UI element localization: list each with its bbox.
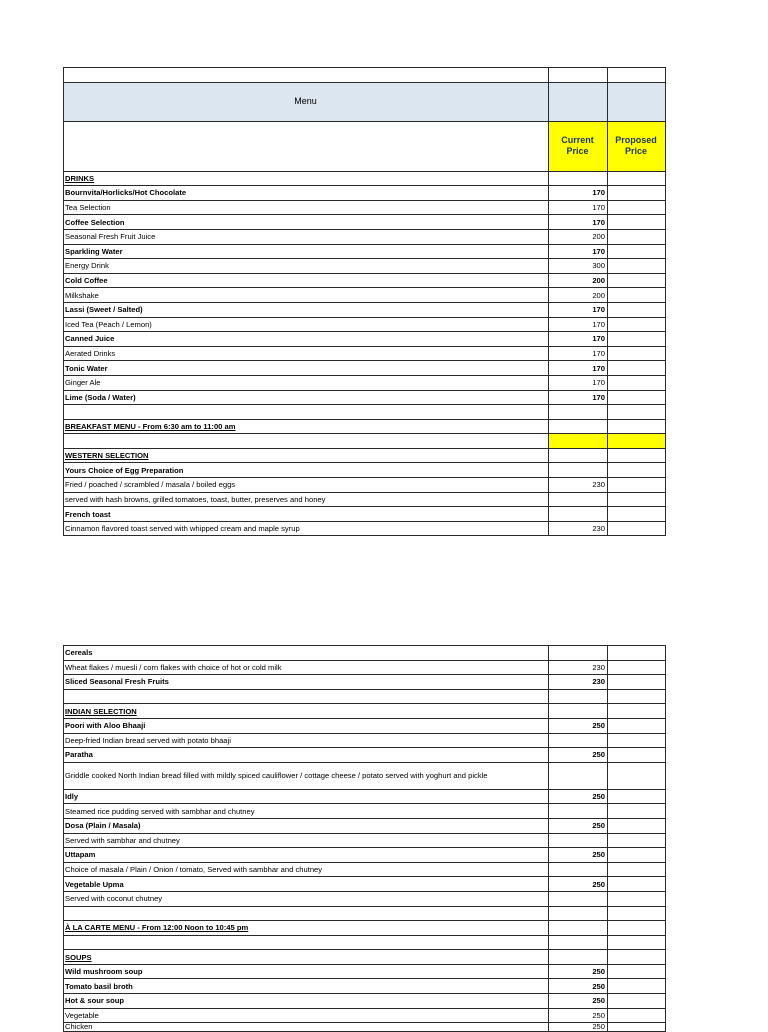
current-price: 230: [549, 521, 608, 536]
item-name: Cold Coffee: [64, 273, 549, 288]
menu-item-row: [64, 979, 666, 994]
section-row-indian: [64, 704, 666, 719]
menu-item-row: [64, 186, 666, 201]
item-name: Canned Juice: [64, 332, 549, 347]
menu-item-row: [64, 215, 666, 230]
proposed-price: [608, 718, 666, 733]
menu-item-row: [64, 346, 666, 361]
proposed-price: [608, 288, 666, 303]
current-price: [549, 463, 608, 478]
item-name: Served with coconut chutney: [64, 891, 549, 906]
menu-item-row: [64, 660, 666, 675]
current-price: 250: [549, 964, 608, 979]
blank-cell: [608, 434, 666, 449]
section-heading-drinks: DRINKS: [64, 171, 549, 186]
proposed-price: [608, 273, 666, 288]
item-name: Bournvita/Horlicks/Hot Chocolate: [64, 186, 549, 201]
menu-item-row: [64, 390, 666, 405]
current-price: [549, 862, 608, 877]
blank-cell: [64, 434, 549, 449]
proposed-price: [608, 229, 666, 244]
item-name: Sliced Seasonal Fresh Fruits: [64, 675, 549, 690]
proposed-price: [608, 200, 666, 215]
blank-row: [64, 935, 666, 950]
menu-item-row: [64, 521, 666, 536]
item-name: Lime (Soda / Water): [64, 390, 549, 405]
menu-item-row: [64, 317, 666, 332]
section-row-western: [64, 448, 666, 463]
blank-cell: [549, 419, 608, 434]
current-price: 170: [549, 390, 608, 405]
current-price: 250: [549, 718, 608, 733]
menu-item-row: [64, 877, 666, 892]
item-name: Tea Selection: [64, 200, 549, 215]
menu-table-page-1: [63, 67, 666, 536]
proposed-price: [608, 244, 666, 259]
item-name: Hot & sour soup: [64, 994, 549, 1009]
item-name: Choice of masala / Plain / Onion / tomato, Served with sambhar and chutney: [64, 862, 549, 877]
item-name: Steamed rice pudding served with sambhar and chutney: [64, 804, 549, 819]
proposed-price-header: Proposed Price: [608, 121, 666, 171]
current-price: [549, 804, 608, 819]
menu-item-row: [64, 891, 666, 906]
menu-item-row: [64, 833, 666, 848]
current-price: 230: [549, 478, 608, 493]
section-row-alacarte: [64, 921, 666, 936]
item-name: Idly: [64, 789, 549, 804]
menu-item-row: [64, 675, 666, 690]
item-name: Milkshake: [64, 288, 549, 303]
blank-cell: [64, 906, 549, 921]
blank-cell: [608, 935, 666, 950]
current-price: [549, 762, 608, 789]
blank-cell: [608, 921, 666, 936]
proposed-price: [608, 748, 666, 763]
blank-cell: [549, 405, 608, 420]
proposed-price: [608, 818, 666, 833]
item-name: Vegetable: [64, 1008, 549, 1023]
current-price: 250: [549, 877, 608, 892]
item-name: Poori with Aloo Bhaaji: [64, 718, 549, 733]
section-heading-soups: SOUPS: [64, 950, 549, 965]
menu-item-row: [64, 273, 666, 288]
menu-item-row: [64, 733, 666, 748]
section-row-soups: [64, 950, 666, 965]
blank-cell: [549, 950, 608, 965]
item-name: Paratha: [64, 748, 549, 763]
proposed-price: [608, 215, 666, 230]
proposed-price: [608, 660, 666, 675]
current-price: 200: [549, 288, 608, 303]
price-header-row: [64, 121, 666, 171]
proposed-price: [608, 492, 666, 507]
blank-cell: [64, 689, 549, 704]
section-heading-western: WESTERN SELECTION: [64, 448, 549, 463]
menu-item-row: [64, 375, 666, 390]
item-name: Ginger Ale: [64, 375, 549, 390]
menu-item-row: [64, 964, 666, 979]
proposed-price: [608, 332, 666, 347]
current-price: 170: [549, 215, 608, 230]
proposed-price: [608, 789, 666, 804]
current-price: 250: [549, 994, 608, 1009]
item-name: Coffee Selection: [64, 215, 549, 230]
blank-cell: [64, 405, 549, 420]
menu-item-row: [64, 229, 666, 244]
current-price: [549, 507, 608, 522]
proposed-price: [608, 259, 666, 274]
proposed-price: [608, 1023, 666, 1032]
blank-row: [64, 434, 666, 449]
item-name: Uttapam: [64, 848, 549, 863]
current-price: 170: [549, 375, 608, 390]
proposed-price: [608, 478, 666, 493]
menu-item-row: [64, 1008, 666, 1023]
current-price: 170: [549, 302, 608, 317]
item-name: Tonic Water: [64, 361, 549, 376]
menu-item-row: [64, 804, 666, 819]
current-price: 170: [549, 346, 608, 361]
proposed-price: [608, 862, 666, 877]
menu-item-row: [64, 478, 666, 493]
item-name: French toast: [64, 507, 549, 522]
menu-table-page-2: [63, 645, 666, 1032]
menu-item-row: [64, 492, 666, 507]
item-name: Yours Choice of Egg Preparation: [64, 463, 549, 478]
proposed-price: [608, 346, 666, 361]
current-price: [549, 646, 608, 661]
proposed-price: [608, 507, 666, 522]
item-name: Energy Drink: [64, 259, 549, 274]
blank-cell: [549, 906, 608, 921]
menu-item-row: [64, 288, 666, 303]
proposed-price: [608, 302, 666, 317]
current-price: 300: [549, 259, 608, 274]
proposed-price: [608, 186, 666, 201]
blank-row: [64, 906, 666, 921]
menu-item-row: [64, 718, 666, 733]
proposed-price: [608, 361, 666, 376]
menu-item-row: [64, 748, 666, 763]
blank-cell: [608, 419, 666, 434]
item-name: Aerated Drinks: [64, 346, 549, 361]
proposed-price: [608, 521, 666, 536]
current-price: 250: [549, 1008, 608, 1023]
item-name: Fried / poached / scrambled / masala / boiled eggs: [64, 478, 549, 493]
item-name: Deep-fried Indian bread served with potato bhaaji: [64, 733, 549, 748]
item-name: Wild mushroom soup: [64, 964, 549, 979]
current-price-header: Current Price: [549, 121, 608, 171]
proposed-price: [608, 375, 666, 390]
proposed-price: [608, 675, 666, 690]
current-price: [549, 492, 608, 507]
item-name: Vegetable Upma: [64, 877, 549, 892]
menu-item-row: [64, 302, 666, 317]
menu-item-row: [64, 361, 666, 376]
proposed-price: [608, 317, 666, 332]
menu-item-row: [64, 848, 666, 863]
current-price: 250: [549, 789, 608, 804]
item-name: Chicken: [64, 1023, 549, 1032]
item-name: Tomato basil broth: [64, 979, 549, 994]
blank-cell: [549, 704, 608, 719]
menu-item-row: [64, 646, 666, 661]
menu-item-row: [64, 200, 666, 215]
proposed-price: [608, 979, 666, 994]
menu-item-row: [64, 463, 666, 478]
proposed-price: [608, 804, 666, 819]
item-name: Dosa (Plain / Masala): [64, 818, 549, 833]
proposed-price: [608, 733, 666, 748]
blank-cell: [608, 704, 666, 719]
current-price: 200: [549, 229, 608, 244]
section-heading-breakfast: BREAKFAST MENU - From 6:30 am to 11:00 am: [64, 419, 549, 434]
current-price: 230: [549, 675, 608, 690]
current-price: 170: [549, 186, 608, 201]
blank-cell: [549, 689, 608, 704]
menu-title: Menu: [64, 82, 549, 121]
blank-cell: [608, 689, 666, 704]
menu-item-row: [64, 259, 666, 274]
menu-title-row: [64, 82, 666, 121]
current-price: [549, 833, 608, 848]
proposed-price: [608, 646, 666, 661]
item-name: Lassi (Sweet / Salted): [64, 302, 549, 317]
item-name: Sparkling Water: [64, 244, 549, 259]
proposed-price: [608, 1008, 666, 1023]
proposed-price: [608, 877, 666, 892]
menu-item-row: [64, 818, 666, 833]
proposed-price: [608, 848, 666, 863]
proposed-price: [608, 891, 666, 906]
item-name: Served with sambhar and chutney: [64, 833, 549, 848]
menu-item-row: [64, 332, 666, 347]
current-price: 170: [549, 317, 608, 332]
section-heading-alacarte: À LA CARTE MENU - From 12:00 Noon to 10:45 pm: [64, 921, 549, 936]
blank-row: [64, 689, 666, 704]
blank-cell: [608, 906, 666, 921]
menu-item-row: [64, 762, 666, 789]
menu-item-row: [64, 789, 666, 804]
item-name: Griddle cooked North Indian bread filled with mildly spiced cauliflower / cottage cheese / potato served with yoghurt and pickle: [64, 762, 549, 789]
section-row-drinks: [64, 171, 666, 186]
item-name: served with hash browns, grilled tomatoes, toast, butter, preserves and honey: [64, 492, 549, 507]
proposed-price: [608, 994, 666, 1009]
proposed-price: [608, 833, 666, 848]
menu-item-row: [64, 507, 666, 522]
section-row-breakfast: [64, 419, 666, 434]
current-price: 170: [549, 332, 608, 347]
blank-cell: [64, 935, 549, 950]
menu-item-row: [64, 1023, 666, 1032]
current-price: 250: [549, 848, 608, 863]
current-price: 170: [549, 200, 608, 215]
proposed-price: [608, 463, 666, 478]
proposed-price: [608, 390, 666, 405]
item-name: Seasonal Fresh Fruit Juice: [64, 229, 549, 244]
menu-item-row: [64, 862, 666, 877]
blank-cell: [549, 448, 608, 463]
blank-cell: [549, 921, 608, 936]
section-heading-indian: INDIAN SELECTION: [64, 704, 549, 719]
menu-item-row: [64, 994, 666, 1009]
blank-cell: [608, 405, 666, 420]
menu-item-row: [64, 244, 666, 259]
current-price: [549, 891, 608, 906]
current-price: 170: [549, 361, 608, 376]
blank-cell: [608, 950, 666, 965]
current-price: 230: [549, 660, 608, 675]
item-name: Cinnamon flavored toast served with whipped cream and maple syrup: [64, 521, 549, 536]
current-price: 170: [549, 244, 608, 259]
blank-cell: [549, 935, 608, 950]
blank-cell: [608, 448, 666, 463]
blank-row: [64, 405, 666, 420]
current-price: 200: [549, 273, 608, 288]
proposed-price: [608, 762, 666, 789]
item-name: Wheat flakes / muesli / corn flakes with choice of hot or cold milk: [64, 660, 549, 675]
current-price: [549, 733, 608, 748]
current-price: 250: [549, 1023, 608, 1032]
proposed-price: [608, 964, 666, 979]
current-price: 250: [549, 818, 608, 833]
current-price: 250: [549, 748, 608, 763]
current-price: 250: [549, 979, 608, 994]
item-name: Iced Tea (Peach / Lemon): [64, 317, 549, 332]
blank-row: [64, 68, 666, 83]
item-name: Cereals: [64, 646, 549, 661]
blank-cell: [549, 434, 608, 449]
